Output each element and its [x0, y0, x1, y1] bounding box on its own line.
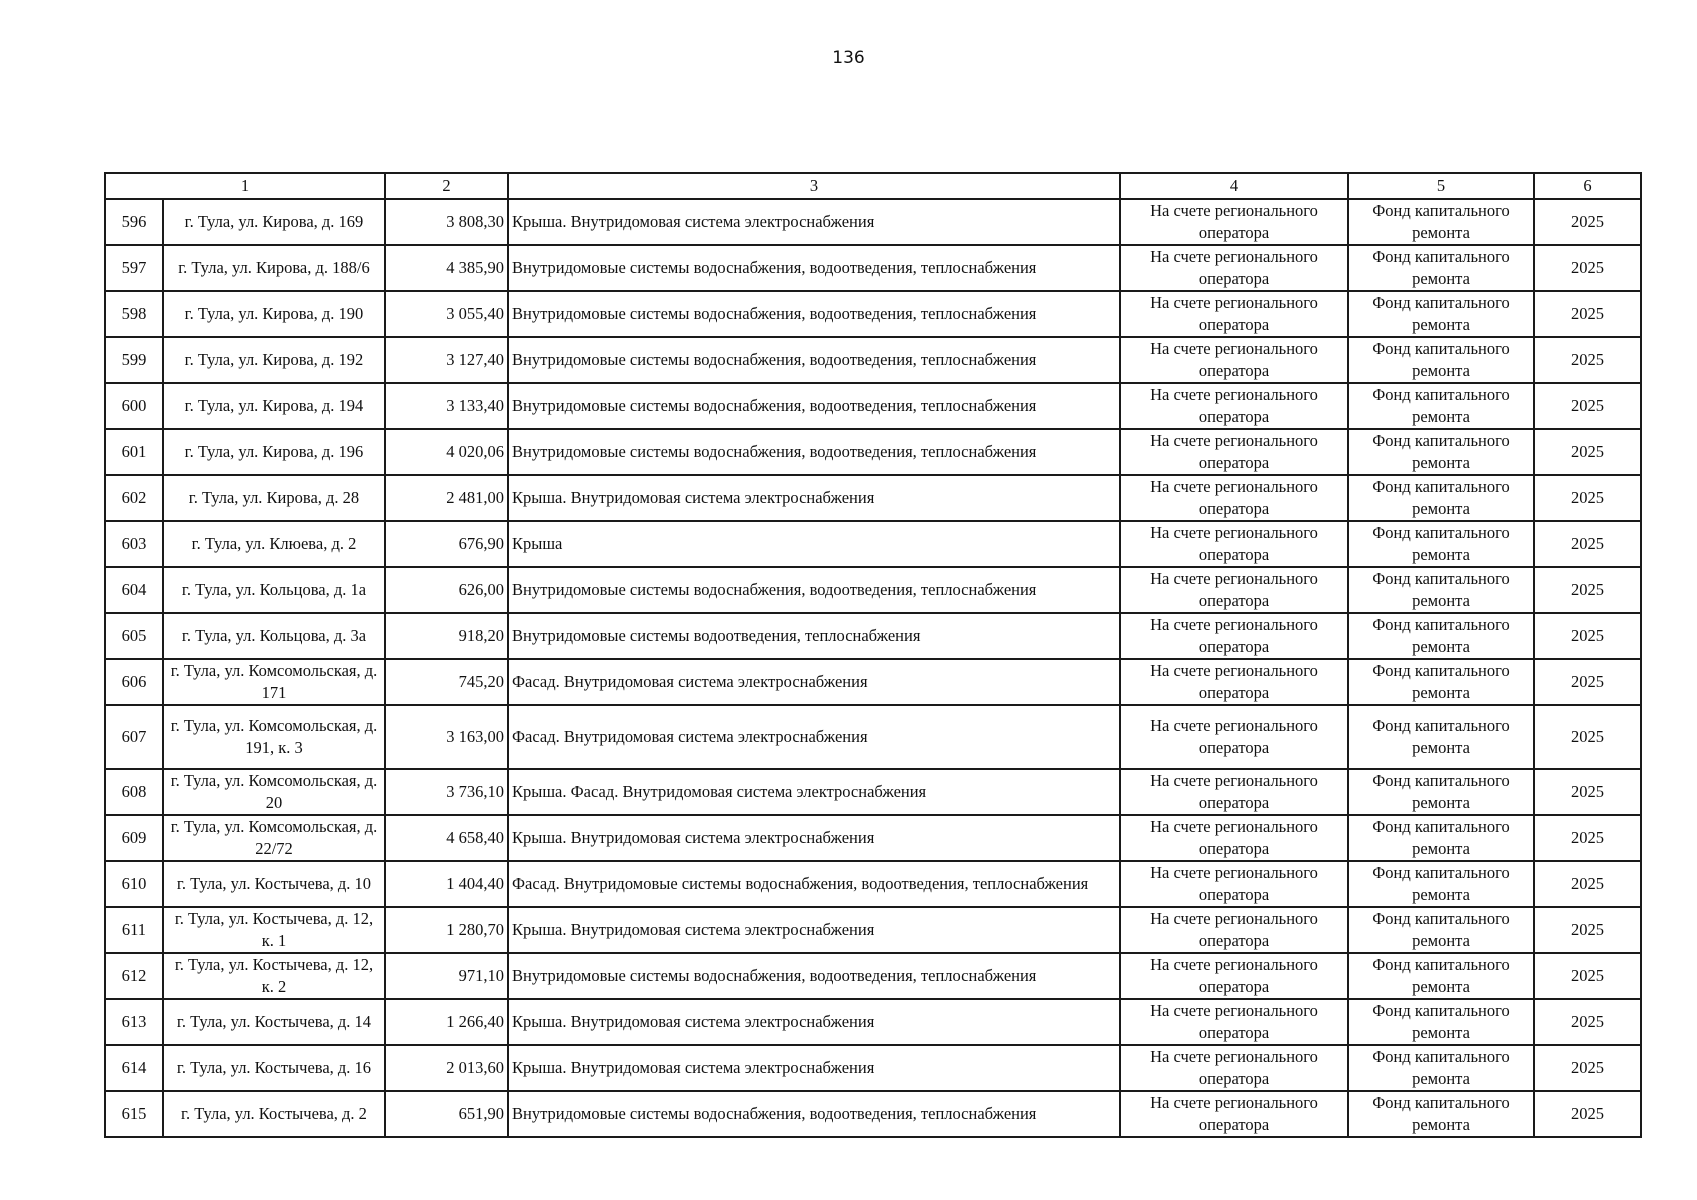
works-cell: Фасад. Внутридомовые системы водоснабжения, водоотведения, теплоснабжения — [508, 861, 1120, 907]
area-cell: 2 481,00 — [385, 475, 508, 521]
row-number-cell: 608 — [105, 769, 163, 815]
table-row — [105, 521, 1641, 567]
row-number-cell: 609 — [105, 815, 163, 861]
account-cell: На счете регионального оператора — [1120, 1091, 1348, 1137]
works-cell: Внутридомовые системы водоотведения, теплоснабжения — [508, 613, 1120, 659]
table-row — [105, 337, 1641, 383]
year-cell: 2025 — [1534, 521, 1641, 567]
row-number-cell: 600 — [105, 383, 163, 429]
year-cell: 2025 — [1534, 953, 1641, 999]
year-cell: 2025 — [1534, 769, 1641, 815]
row-number-cell: 602 — [105, 475, 163, 521]
address-cell: г. Тула, ул. Костычева, д. 14 — [163, 999, 385, 1045]
row-number-cell: 614 — [105, 1045, 163, 1091]
area-cell: 4 658,40 — [385, 815, 508, 861]
fund-cell: Фонд капитального ремонта — [1348, 1045, 1534, 1091]
account-cell: На счете регионального оператора — [1120, 337, 1348, 383]
area-cell: 3 736,10 — [385, 769, 508, 815]
row-number-cell: 604 — [105, 567, 163, 613]
column-header-2: 2 — [385, 173, 508, 199]
table-row — [105, 199, 1641, 245]
table-row — [105, 999, 1641, 1045]
fund-cell: Фонд капитального ремонта — [1348, 383, 1534, 429]
works-cell: Фасад. Внутридомовая система электроснабжения — [508, 659, 1120, 705]
area-cell: 971,10 — [385, 953, 508, 999]
address-cell: г. Тула, ул. Костычева, д. 10 — [163, 861, 385, 907]
row-number-cell: 603 — [105, 521, 163, 567]
address-cell: г. Тула, ул. Комсомольская, д. 20 — [163, 769, 385, 815]
account-cell: На счете регионального оператора — [1120, 1045, 1348, 1091]
works-cell: Внутридомовые системы водоснабжения, водоотведения, теплоснабжения — [508, 337, 1120, 383]
address-cell: г. Тула, ул. Костычева, д. 12, к. 1 — [163, 907, 385, 953]
row-number-cell: 610 — [105, 861, 163, 907]
fund-cell: Фонд капитального ремонта — [1348, 245, 1534, 291]
works-cell: Крыша. Внутридомовая система электроснабжения — [508, 815, 1120, 861]
area-cell: 3 163,00 — [385, 705, 508, 769]
account-cell: На счете регионального оператора — [1120, 613, 1348, 659]
year-cell: 2025 — [1534, 429, 1641, 475]
table-row — [105, 429, 1641, 475]
works-cell: Внутридомовые системы водоснабжения, водоотведения, теплоснабжения — [508, 245, 1120, 291]
works-cell: Крыша. Внутридомовая система электроснабжения — [508, 475, 1120, 521]
year-cell: 2025 — [1534, 199, 1641, 245]
column-header-1: 1 — [105, 173, 385, 199]
account-cell: На счете регионального оператора — [1120, 429, 1348, 475]
address-cell: г. Тула, ул. Кольцова, д. 1а — [163, 567, 385, 613]
works-cell: Крыша — [508, 521, 1120, 567]
address-cell: г. Тула, ул. Клюева, д. 2 — [163, 521, 385, 567]
row-number-cell: 599 — [105, 337, 163, 383]
account-cell: На счете регионального оператора — [1120, 659, 1348, 705]
row-number-cell: 613 — [105, 999, 163, 1045]
area-cell: 2 013,60 — [385, 1045, 508, 1091]
fund-cell: Фонд капитального ремонта — [1348, 861, 1534, 907]
year-cell: 2025 — [1534, 337, 1641, 383]
year-cell: 2025 — [1534, 245, 1641, 291]
column-header-3: 3 — [508, 173, 1120, 199]
works-cell: Внутридомовые системы водоснабжения, водоотведения, теплоснабжения — [508, 383, 1120, 429]
table-row — [105, 383, 1641, 429]
column-header-5: 5 — [1348, 173, 1534, 199]
row-number-cell: 601 — [105, 429, 163, 475]
works-cell: Фасад. Внутридомовая система электроснабжения — [508, 705, 1120, 769]
works-cell: Внутридомовые системы водоснабжения, водоотведения, теплоснабжения — [508, 567, 1120, 613]
table-row — [105, 907, 1641, 953]
fund-cell: Фонд капитального ремонта — [1348, 337, 1534, 383]
area-cell: 3 808,30 — [385, 199, 508, 245]
account-cell: На счете регионального оператора — [1120, 245, 1348, 291]
address-cell: г. Тула, ул. Комсомольская, д. 191, к. 3 — [163, 705, 385, 769]
year-cell: 2025 — [1534, 1045, 1641, 1091]
year-cell: 2025 — [1534, 613, 1641, 659]
works-cell: Внутридомовые системы водоснабжения, водоотведения, теплоснабжения — [508, 429, 1120, 475]
year-cell: 2025 — [1534, 475, 1641, 521]
works-cell: Внутридомовые системы водоснабжения, водоотведения, теплоснабжения — [508, 291, 1120, 337]
area-cell: 918,20 — [385, 613, 508, 659]
table-row — [105, 705, 1641, 769]
row-number-cell: 597 — [105, 245, 163, 291]
fund-cell: Фонд капитального ремонта — [1348, 815, 1534, 861]
fund-cell: Фонд капитального ремонта — [1348, 199, 1534, 245]
works-cell: Крыша. Внутридомовая система электроснабжения — [508, 1045, 1120, 1091]
row-number-cell: 606 — [105, 659, 163, 705]
fund-cell: Фонд капитального ремонта — [1348, 429, 1534, 475]
row-number-cell: 605 — [105, 613, 163, 659]
fund-cell: Фонд капитального ремонта — [1348, 521, 1534, 567]
address-cell: г. Тула, ул. Кирова, д. 194 — [163, 383, 385, 429]
fund-cell: Фонд капитального ремонта — [1348, 769, 1534, 815]
address-cell: г. Тула, ул. Кирова, д. 196 — [163, 429, 385, 475]
table-row — [105, 861, 1641, 907]
works-cell: Крыша. Внутридомовая система электроснабжения — [508, 999, 1120, 1045]
year-cell: 2025 — [1534, 291, 1641, 337]
address-cell: г. Тула, ул. Кирова, д. 28 — [163, 475, 385, 521]
page-number: 136 — [832, 48, 865, 68]
area-cell: 3 127,40 — [385, 337, 508, 383]
area-cell: 1 404,40 — [385, 861, 508, 907]
year-cell: 2025 — [1534, 999, 1641, 1045]
address-cell: г. Тула, ул. Костычева, д. 12, к. 2 — [163, 953, 385, 999]
year-cell: 2025 — [1534, 1091, 1641, 1137]
row-number-cell: 596 — [105, 199, 163, 245]
account-cell: На счете регионального оператора — [1120, 953, 1348, 999]
fund-cell: Фонд капитального ремонта — [1348, 291, 1534, 337]
year-cell: 2025 — [1534, 383, 1641, 429]
area-cell: 4 020,06 — [385, 429, 508, 475]
year-cell: 2025 — [1534, 907, 1641, 953]
address-cell: г. Тула, ул. Кирова, д. 192 — [163, 337, 385, 383]
area-cell: 3 133,40 — [385, 383, 508, 429]
account-cell: На счете регионального оператора — [1120, 475, 1348, 521]
account-cell: На счете регионального оператора — [1120, 999, 1348, 1045]
fund-cell: Фонд капитального ремонта — [1348, 705, 1534, 769]
year-cell: 2025 — [1534, 705, 1641, 769]
works-cell: Крыша. Внутридомовая система электроснабжения — [508, 199, 1120, 245]
table-row — [105, 953, 1641, 999]
area-cell: 1 266,40 — [385, 999, 508, 1045]
account-cell: На счете регионального оператора — [1120, 291, 1348, 337]
works-cell: Внутридомовые системы водоснабжения, водоотведения, теплоснабжения — [508, 953, 1120, 999]
fund-cell: Фонд капитального ремонта — [1348, 613, 1534, 659]
area-cell: 4 385,90 — [385, 245, 508, 291]
table-row — [105, 291, 1641, 337]
area-cell: 745,20 — [385, 659, 508, 705]
account-cell: На счете регионального оператора — [1120, 907, 1348, 953]
row-number-cell: 615 — [105, 1091, 163, 1137]
address-cell: г. Тула, ул. Костычева, д. 16 — [163, 1045, 385, 1091]
table-row — [105, 815, 1641, 861]
fund-cell: Фонд капитального ремонта — [1348, 999, 1534, 1045]
column-header-6: 6 — [1534, 173, 1641, 199]
account-cell: На счете регионального оператора — [1120, 199, 1348, 245]
row-number-cell: 607 — [105, 705, 163, 769]
fund-cell: Фонд капитального ремонта — [1348, 475, 1534, 521]
address-cell: г. Тула, ул. Костычева, д. 2 — [163, 1091, 385, 1137]
fund-cell: Фонд капитального ремонта — [1348, 1091, 1534, 1137]
fund-cell: Фонд капитального ремонта — [1348, 953, 1534, 999]
row-number-cell: 612 — [105, 953, 163, 999]
account-cell: На счете регионального оператора — [1120, 521, 1348, 567]
area-cell: 676,90 — [385, 521, 508, 567]
area-cell: 3 055,40 — [385, 291, 508, 337]
table-row — [105, 475, 1641, 521]
year-cell: 2025 — [1534, 659, 1641, 705]
fund-cell: Фонд капитального ремонта — [1348, 907, 1534, 953]
row-number-cell: 598 — [105, 291, 163, 337]
address-cell: г. Тула, ул. Кирова, д. 169 — [163, 199, 385, 245]
area-cell: 1 280,70 — [385, 907, 508, 953]
year-cell: 2025 — [1534, 861, 1641, 907]
table-row — [105, 245, 1641, 291]
year-cell: 2025 — [1534, 567, 1641, 613]
fund-cell: Фонд капитального ремонта — [1348, 659, 1534, 705]
works-cell: Крыша. Внутридомовая система электроснабжения — [508, 907, 1120, 953]
address-cell: г. Тула, ул. Кирова, д. 188/6 — [163, 245, 385, 291]
column-header-4: 4 — [1120, 173, 1348, 199]
account-cell: На счете регионального оператора — [1120, 705, 1348, 769]
fund-cell: Фонд капитального ремонта — [1348, 567, 1534, 613]
address-cell: г. Тула, ул. Комсомольская, д. 22/72 — [163, 815, 385, 861]
account-cell: На счете регионального оператора — [1120, 567, 1348, 613]
table-row — [105, 567, 1641, 613]
account-cell: На счете регионального оператора — [1120, 769, 1348, 815]
column-number-header-row — [105, 173, 1641, 199]
table-row — [105, 659, 1641, 705]
table-row — [105, 613, 1641, 659]
area-cell: 626,00 — [385, 567, 508, 613]
table-row — [105, 769, 1641, 815]
table-row — [105, 1045, 1641, 1091]
address-cell: г. Тула, ул. Комсомольская, д. 171 — [163, 659, 385, 705]
address-cell: г. Тула, ул. Кольцова, д. 3а — [163, 613, 385, 659]
capital-repair-table — [104, 172, 1642, 1138]
address-cell: г. Тула, ул. Кирова, д. 190 — [163, 291, 385, 337]
works-cell: Крыша. Фасад. Внутридомовая система электроснабжения — [508, 769, 1120, 815]
account-cell: На счете регионального оператора — [1120, 861, 1348, 907]
account-cell: На счете регионального оператора — [1120, 383, 1348, 429]
year-cell: 2025 — [1534, 815, 1641, 861]
area-cell: 651,90 — [385, 1091, 508, 1137]
works-cell: Внутридомовые системы водоснабжения, водоотведения, теплоснабжения — [508, 1091, 1120, 1137]
row-number-cell: 611 — [105, 907, 163, 953]
account-cell: На счете регионального оператора — [1120, 815, 1348, 861]
table-row — [105, 1091, 1641, 1137]
